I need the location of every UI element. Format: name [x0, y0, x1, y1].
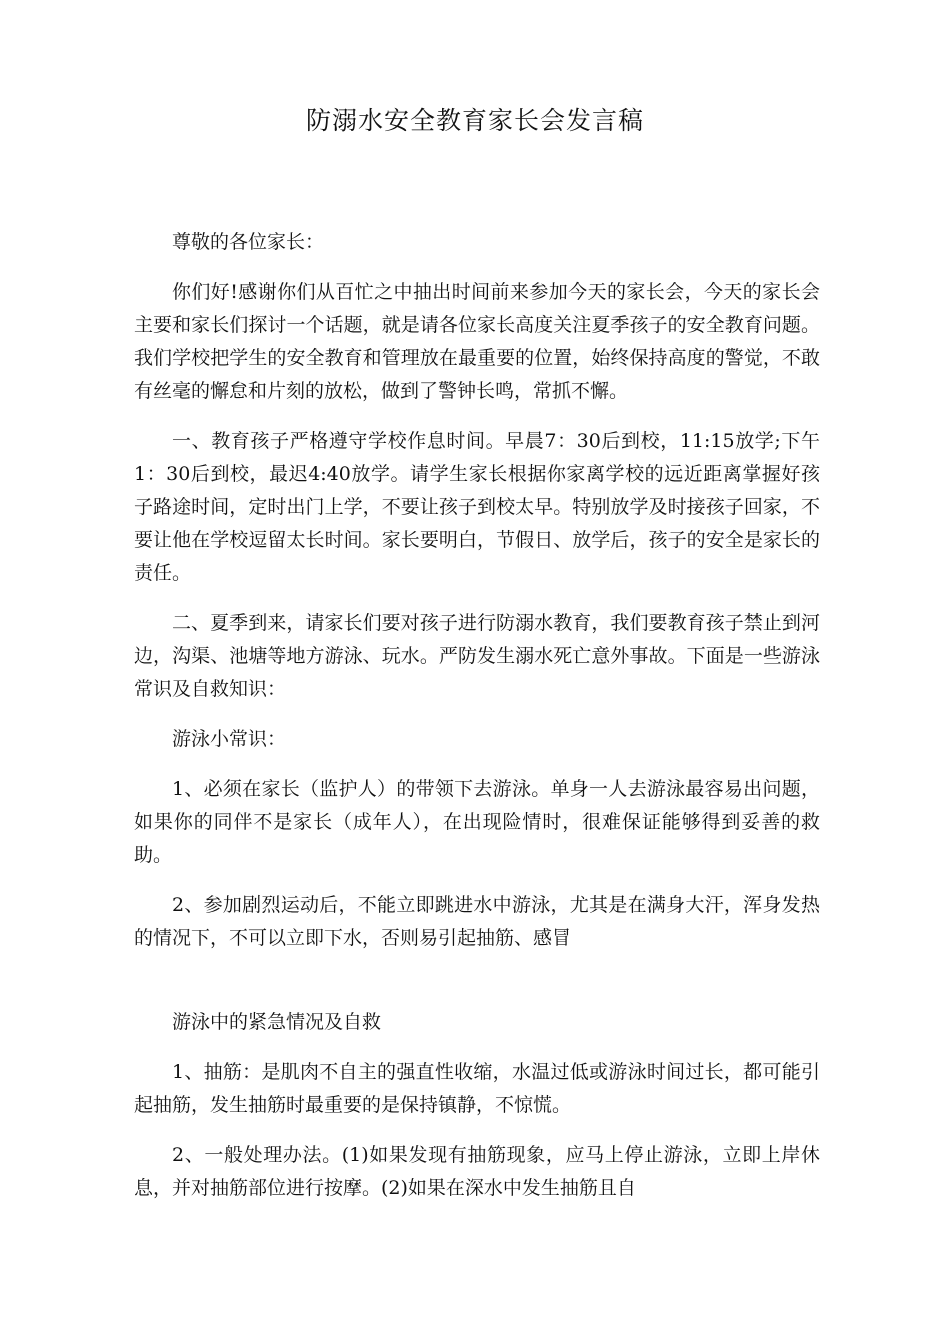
emergency-item-2: 2、一般处理办法。(1)如果发现有抽筋现象，应马上停止游泳，立即上岸休息，并对抽筋部位进行按摩。(2)如果在深水中发生抽筋且自	[134, 1144, 820, 1199]
document-body	[134, 226, 820, 1222]
section-two-paragraph: 二、夏季到来，请家长们要对孩子进行防溺水教育，我们要教育孩子禁止到河边，沟渠、池塘等地方游泳、玩水。严防发生溺水死亡意外事故。下面是一些游泳常识及自救知识：	[134, 612, 820, 700]
swimming-tip-1: 1、必须在家长（监护人）的带领下去游泳。单身一人去游泳最容易出问题，如果你的同伴不是家长（成年人），在出现险情时，很难保证能够得到妥善的救助。	[134, 778, 820, 866]
opening-paragraph: 你们好!感谢你们从百忙之中抽出时间前来参加今天的家长会，今天的家长会主要和家长们探讨一个话题，就是请各位家长高度关注夏季孩子的安全教育问题。我们学校把学生的安全教育和管理放在最重要的位置，始终保持高度的警觉，不敢有丝毫的懈怠和片刻的放松，做到了警钟长鸣，常抓不懈。	[134, 281, 820, 402]
swimming-tip-2: 2、参加剧烈运动后，不能立即跳进水中游泳，尤其是在满身大汗，浑身发热的情况下，不可以立即下水，否则易引起抽筋、感冒	[134, 894, 820, 949]
emergency-heading: 游泳中的紧急情况及自救	[172, 1011, 382, 1033]
document-title: 防溺水安全教育家长会发言稿	[305, 106, 644, 135]
emergency-item-1: 1、抽筋：是肌肉不自主的强直性收缩，水温过低或游泳时间过长，都可能引起抽筋，发生抽筋时最重要的是保持镇静，不惊慌。	[134, 1061, 820, 1116]
salutation: 尊敬的各位家长：	[172, 231, 325, 253]
section-one-paragraph: 一、教育孩子严格遵守学校作息时间。早晨7：30后到校，11:15放学;下午1：30后到校，最迟4:40放学。请学生家长根据你家离学校的远近距离掌握好孩子路途时间，定时出门上学，不要让孩子到校太早。特别放学及时接孩子回家，不要让他在学校逗留太长时间。家长要明白，节假日、放学后，孩子的安全是家长的责任。	[134, 430, 820, 584]
swimming-tips-heading: 游泳小常识：	[172, 728, 287, 750]
